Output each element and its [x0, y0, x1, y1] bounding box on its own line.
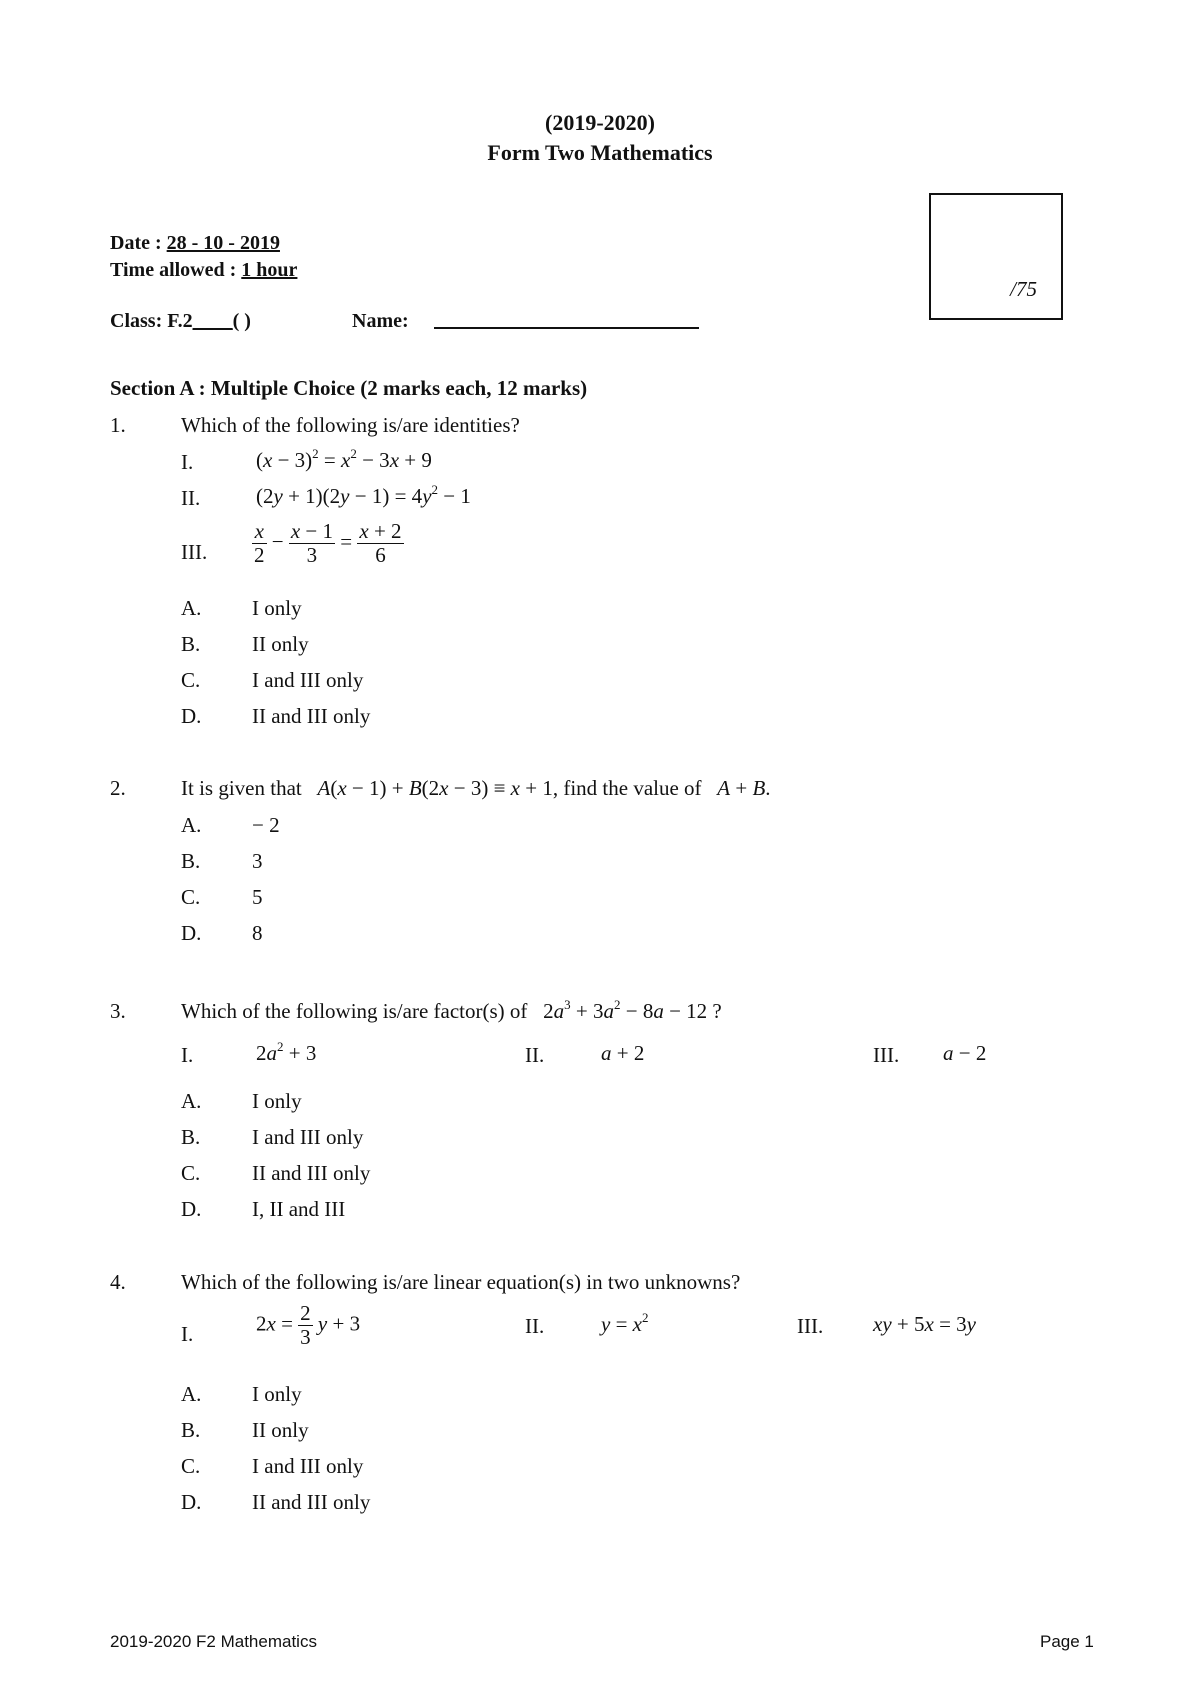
q1-statement-label: II.: [181, 486, 201, 510]
q1-option-label: A.: [181, 596, 202, 620]
date-value: 28 - 10 - 2019: [166, 232, 280, 254]
q4-statement-expr: $y = x^2$: [601, 1310, 649, 1336]
q3-statement-label: I.: [181, 1043, 194, 1067]
class-number-paren[interactable]: ( ): [232, 310, 251, 332]
q1-option-text[interactable]: I and III only: [252, 668, 364, 692]
page-number: Page 1: [1040, 1632, 1094, 1651]
q2-option-label: B.: [181, 849, 201, 873]
q3-option-label: B.: [181, 1125, 201, 1149]
score-box: [929, 193, 1063, 320]
q1-option-text[interactable]: I only: [252, 596, 302, 620]
q4-text: Which of the following is/are linear equation(s) in two unknowns?: [181, 1270, 741, 1294]
q3-option-text[interactable]: I, II and III: [252, 1197, 346, 1221]
q4-number: 4.: [110, 1270, 126, 1294]
q3-option-label: A.: [181, 1089, 202, 1113]
q3-option-text[interactable]: I and III only: [252, 1125, 364, 1149]
q4-statement-expr: xy + 5x = 3y: [873, 1312, 976, 1336]
time-line: [110, 259, 297, 282]
q4-option-label: C.: [181, 1454, 201, 1478]
q3-text: Which of the following is/are factor(s) of $2a^3 + 3a^2 - 8a - 12$ ?: [181, 997, 722, 1023]
q3-statement-expr: a + 2: [601, 1041, 645, 1065]
q4-statement-label: I.: [181, 1322, 194, 1346]
q4-option-text[interactable]: II only: [252, 1418, 309, 1442]
q4-option-label: B.: [181, 1418, 201, 1442]
q3-statement-label: III.: [873, 1043, 900, 1067]
q2-option-label: D.: [181, 921, 202, 945]
q1-statement-expr: $\frac{x}{2}$ − $\frac{x - 1}{3}$ = $\frac{x + 2}{6}$: [254, 519, 402, 568]
q2-option-text[interactable]: − 2: [252, 813, 280, 837]
q2-option-text[interactable]: 8: [252, 921, 263, 945]
score-total: /75: [1010, 277, 1037, 301]
q2-option-text[interactable]: 5: [252, 885, 263, 909]
q1-text: Which of the following is/are identities?: [181, 413, 520, 437]
q4-option-label: A.: [181, 1382, 202, 1406]
class-label: Class: F.2: [110, 310, 193, 332]
q3-statement-label: II.: [525, 1043, 545, 1067]
q2-option-text[interactable]: 3: [252, 849, 263, 873]
class-blank[interactable]: ____: [192, 310, 233, 332]
q4-statement-label: III.: [797, 1314, 824, 1338]
q1-statement-label: I.: [181, 450, 194, 474]
q1-number: 1.: [110, 413, 126, 437]
exam-title: Form Two Mathematics: [487, 140, 713, 165]
q4-statement-expr: 2x = $\frac{2}{3}$ y + 3: [256, 1301, 361, 1350]
date-line: [110, 232, 280, 255]
section-a-title: Section A : Multiple Choice (2 marks each, 12 marks): [110, 376, 588, 400]
q2-option-label: C.: [181, 885, 201, 909]
q1-option-label: C.: [181, 668, 201, 692]
q2-number: 2.: [110, 776, 126, 800]
time-value: 1 hour: [241, 259, 298, 281]
name-label: Name:: [352, 310, 409, 332]
class-line: [110, 310, 251, 333]
q3-option-label: C.: [181, 1161, 201, 1185]
q3-option-text[interactable]: I only: [252, 1089, 302, 1113]
q4-option-label: D.: [181, 1490, 202, 1514]
q1-option-text[interactable]: II and III only: [252, 704, 371, 728]
footer-left: 2019-2020 F2 Mathematics: [110, 1632, 317, 1651]
q1-option-label: B.: [181, 632, 201, 656]
q2-text: It is given that A(x − 1) + B(2x − 3) ≡ x + 1, find the value of A + B.: [181, 776, 771, 800]
exam-year: (2019-2020): [545, 110, 655, 135]
q4-option-text[interactable]: II and III only: [252, 1490, 371, 1514]
q4-option-text[interactable]: I and III only: [252, 1454, 364, 1478]
q3-statement-expr: $2a^2 + 3$: [256, 1039, 317, 1065]
q2-option-label: A.: [181, 813, 202, 837]
q1-option-label: D.: [181, 704, 202, 728]
time-label: Time allowed :: [110, 259, 237, 281]
name-field-line[interactable]: [434, 327, 699, 329]
q4-statement-label: II.: [525, 1314, 545, 1338]
q1-statement-expr: $(x - 3)^2 = x^2 - 3x + 9$: [256, 446, 432, 472]
q1-statement-expr: $(2y + 1)(2y - 1) = 4y^2 - 1$: [256, 482, 471, 508]
q1-option-text[interactable]: II only: [252, 632, 309, 656]
date-label: Date :: [110, 232, 162, 254]
q3-number: 3.: [110, 999, 126, 1023]
q3-option-label: D.: [181, 1197, 202, 1221]
q3-option-text[interactable]: II and III only: [252, 1161, 371, 1185]
q1-statement-label: III.: [181, 540, 208, 564]
q3-statement-expr: a − 2: [943, 1041, 987, 1065]
q4-option-text[interactable]: I only: [252, 1382, 302, 1406]
